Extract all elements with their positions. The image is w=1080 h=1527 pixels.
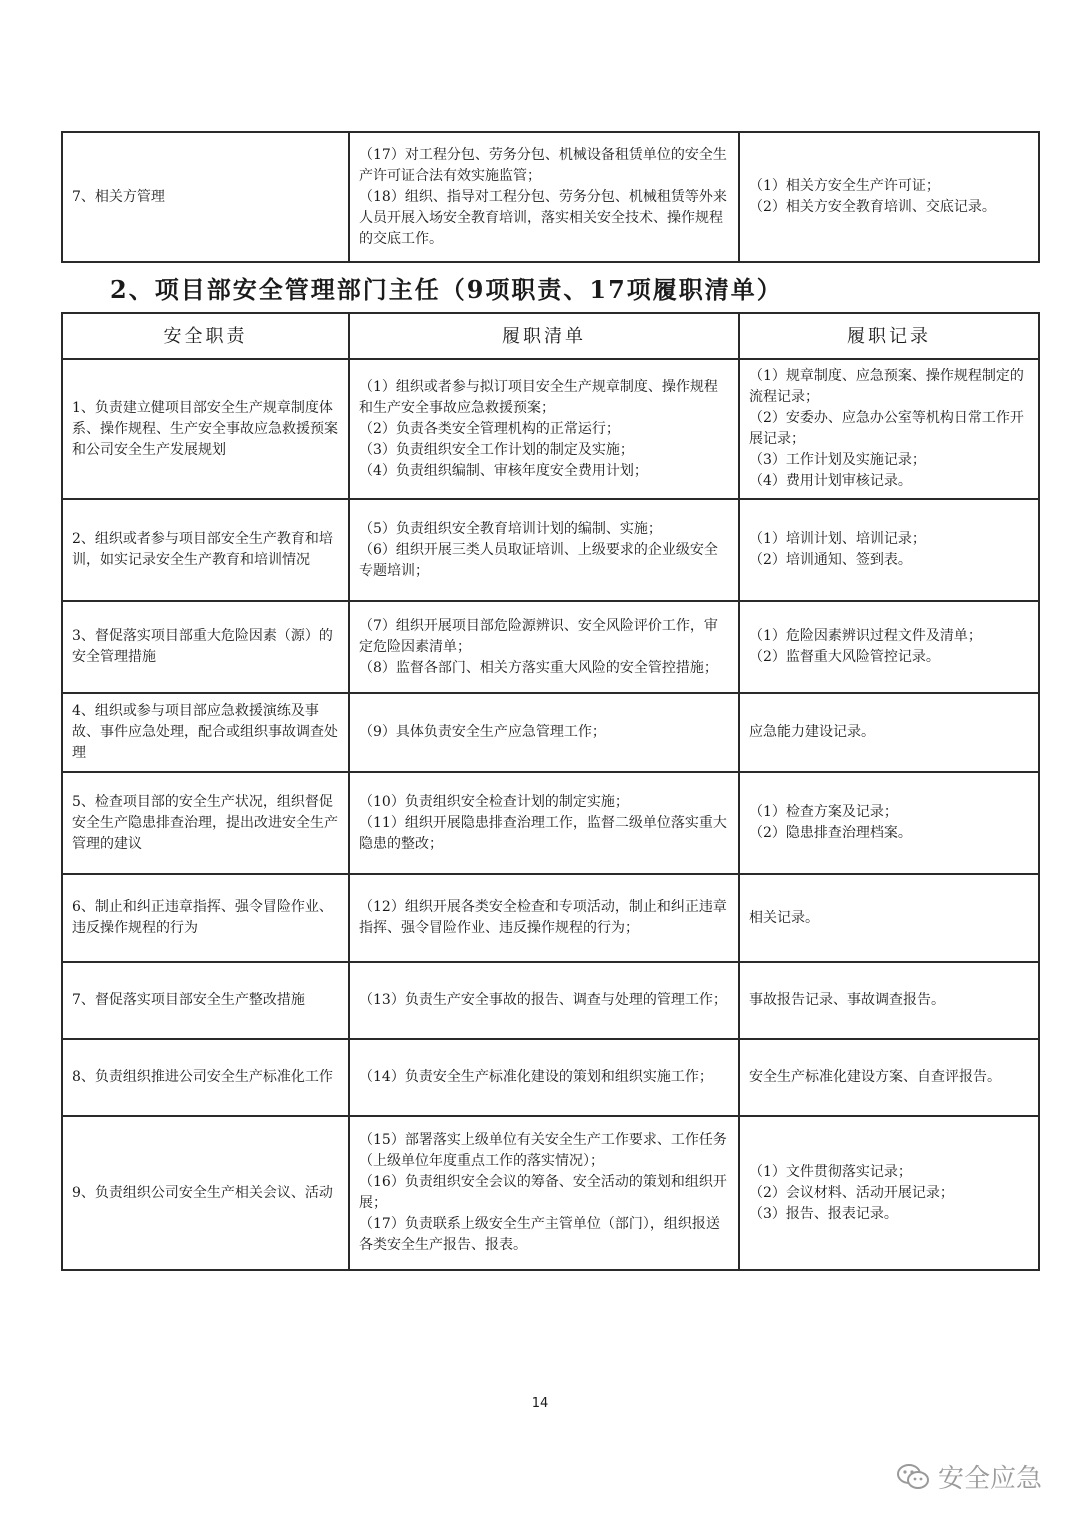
header-records: 履职记录 — [739, 313, 1039, 359]
section-title: 2、项目部安全管理部门主任（9项职责、17项履职清单） — [110, 275, 783, 304]
records-cell — [739, 1116, 1039, 1270]
duty-cell: 9、负责组织公司安全生产相关会议、活动 — [62, 1116, 349, 1270]
list-item: （16）负责组织安全会议的筹备、安全活动的策划和组织开展； — [359, 1174, 727, 1211]
page-number: 14 — [531, 1396, 549, 1411]
record-item: 相关记录。 — [749, 909, 819, 926]
list-cell — [349, 359, 739, 499]
record-item: （2）会议材料、活动开展记录； — [749, 1184, 954, 1201]
list-item: （9）具体负责安全生产应急管理工作； — [359, 724, 606, 740]
list-item: （2）负责各类安全管理机构的正常运行； — [359, 420, 620, 437]
duty-cell: 8、负责组织推进公司安全生产标准化工作 — [62, 1039, 349, 1116]
table-row — [62, 693, 1039, 772]
list-cell — [349, 1116, 739, 1270]
header-duty: 安全职责 — [62, 313, 349, 359]
list-item: （17）对工程分包、劳务分包、机械设备租赁单位的安全生产许可证合法有效实施监管； — [359, 146, 727, 184]
list-item: （17）负责联系上级安全生产主管单位（部门），组织报送各类安全生产报告、报表。 — [359, 1216, 720, 1253]
table-row — [62, 359, 1039, 499]
header-row — [62, 313, 1039, 359]
record-item: 应急能力建设记录。 — [749, 724, 875, 740]
records-cell — [739, 693, 1039, 772]
list-cell — [349, 132, 739, 262]
header-list: 履职清单 — [349, 313, 739, 359]
records-cell — [739, 601, 1039, 693]
list-item: （6）组织开展三类人员取证培训、上级要求的企业级安全专题培训； — [359, 541, 718, 579]
duty-cell: 4、组织或参与项目部应急救援演练及事故、事件应急处理，配合或组织事故调查处理 — [62, 693, 349, 772]
list-cell — [349, 962, 739, 1039]
table-row — [62, 601, 1039, 693]
record-item: （2）相关方安全教育培训、交底记录。 — [749, 199, 996, 215]
wechat-icon — [896, 1462, 930, 1492]
record-item: 安全生产标准化建设方案、自查评报告。 — [749, 1069, 1001, 1085]
list-item: （15）部署落实上级单位有关安全生产工作要求、工作任务（上级单位年度重点工作的落实情况）； — [359, 1132, 727, 1169]
records-cell — [739, 132, 1039, 262]
record-item: （1）培训计划、培训记录； — [749, 531, 926, 547]
list-item: （4）负责组织编制、审核年度安全费用计划； — [359, 462, 648, 479]
duty-cell: 3、督促落实项目部重大危险因素（源）的安全管理措施 — [62, 601, 349, 693]
record-item: （2）监督重大风险管控记录。 — [749, 649, 940, 665]
list-cell — [349, 601, 739, 693]
duty-table — [61, 312, 1040, 1271]
record-item: （1）文件贯彻落实记录； — [749, 1163, 912, 1180]
list-cell — [349, 499, 739, 601]
record-item: （4）费用计划审核记录。 — [749, 473, 912, 489]
table-row — [62, 962, 1039, 1039]
duty-cell: 2、组织或者参与项目部安全生产教育和培训，如实记录安全生产教育和培训情况 — [62, 499, 349, 601]
top-table — [61, 131, 1040, 263]
duty-cell: 1、负责建立健项目部安全生产规章制度体系、操作规程、生产安全事故应急救援预案和公司安全生产发展规划 — [62, 359, 349, 499]
record-item: （1）检查方案及记录； — [749, 804, 898, 820]
list-cell — [349, 693, 739, 772]
record-item: （1）规章制度、应急预案、操作规程制定的流程记录； — [749, 368, 1024, 405]
records-cell — [739, 874, 1039, 962]
list-item: （13）负责生产安全事故的报告、调查与处理的管理工作； — [359, 992, 727, 1008]
record-item: （1）危险因素辨识过程文件及清单； — [749, 628, 982, 644]
duty-cell: 7、督促落实项目部安全生产整改措施 — [62, 962, 349, 1039]
record-item: （3）工作计划及实施记录； — [749, 452, 926, 468]
records-cell — [739, 359, 1039, 499]
record-item: （2）隐患排查治理档案。 — [749, 825, 912, 841]
record-item: （2）安委办、应急办公室等机构日常工作开展记录； — [749, 410, 1024, 447]
duty-cell: 7、相关方管理 — [62, 132, 349, 262]
watermark — [896, 1458, 1042, 1495]
list-item: （18）组织、指导对工程分包、劳务分包、机械租赁等外来人员开展入场安全教育培训，落实相关安全技术、操作规程的交底工作。 — [359, 188, 727, 247]
list-item: （14）负责安全生产标准化建设的策划和组织实施工作； — [359, 1069, 713, 1085]
list-item: （7）组织开展项目部危险源辨识、安全风险评价工作，审定危险因素清单； — [359, 617, 718, 655]
record-item: （1）相关方安全生产许可证； — [749, 178, 940, 194]
list-item: （10）负责组织安全检查计划的制定实施； — [359, 793, 629, 810]
duty-cell: 6、制止和纠正违章指挥、强令冒险作业、违反操作规程的行为 — [62, 874, 349, 962]
records-cell — [739, 962, 1039, 1039]
table-row — [62, 132, 1039, 262]
table-row — [62, 1039, 1039, 1116]
duty-cell: 5、检查项目部的安全生产状况，组织督促安全生产隐患排查治理，提出改进安全生产管理的建议 — [62, 772, 349, 874]
list-item: （8）监督各部门、相关方落实重大风险的安全管控措施； — [359, 659, 718, 676]
list-cell — [349, 1039, 739, 1116]
list-item: （5）负责组织安全教育培训计划的编制、实施； — [359, 520, 662, 537]
records-cell — [739, 1039, 1039, 1116]
watermark-text: 安全应急 — [937, 1464, 1042, 1494]
table-row — [62, 1116, 1039, 1270]
record-item: （3）报告、报表记录。 — [749, 1205, 898, 1222]
list-cell — [349, 772, 739, 874]
records-cell — [739, 772, 1039, 874]
list-item: （3）负责组织安全工作计划的制定及实施； — [359, 441, 634, 458]
records-cell — [739, 499, 1039, 601]
record-item: 事故报告记录、事故调查报告。 — [749, 992, 945, 1008]
table-row — [62, 772, 1039, 874]
list-item: （1）组织或者参与拟订项目安全生产规章制度、操作规程和生产安全事故应急救援预案； — [359, 378, 718, 416]
list-item: （11）组织开展隐患排查治理工作，监督二级单位落实重大隐患的整改； — [359, 814, 727, 852]
list-item: （12）组织开展各类安全检查和专项活动，制止和纠正违章指挥、强令冒险作业、违反操作规程的行为； — [359, 899, 727, 936]
list-cell — [349, 874, 739, 962]
record-item: （2）培训通知、签到表。 — [749, 552, 912, 568]
table-row — [62, 499, 1039, 601]
table-row — [62, 874, 1039, 962]
